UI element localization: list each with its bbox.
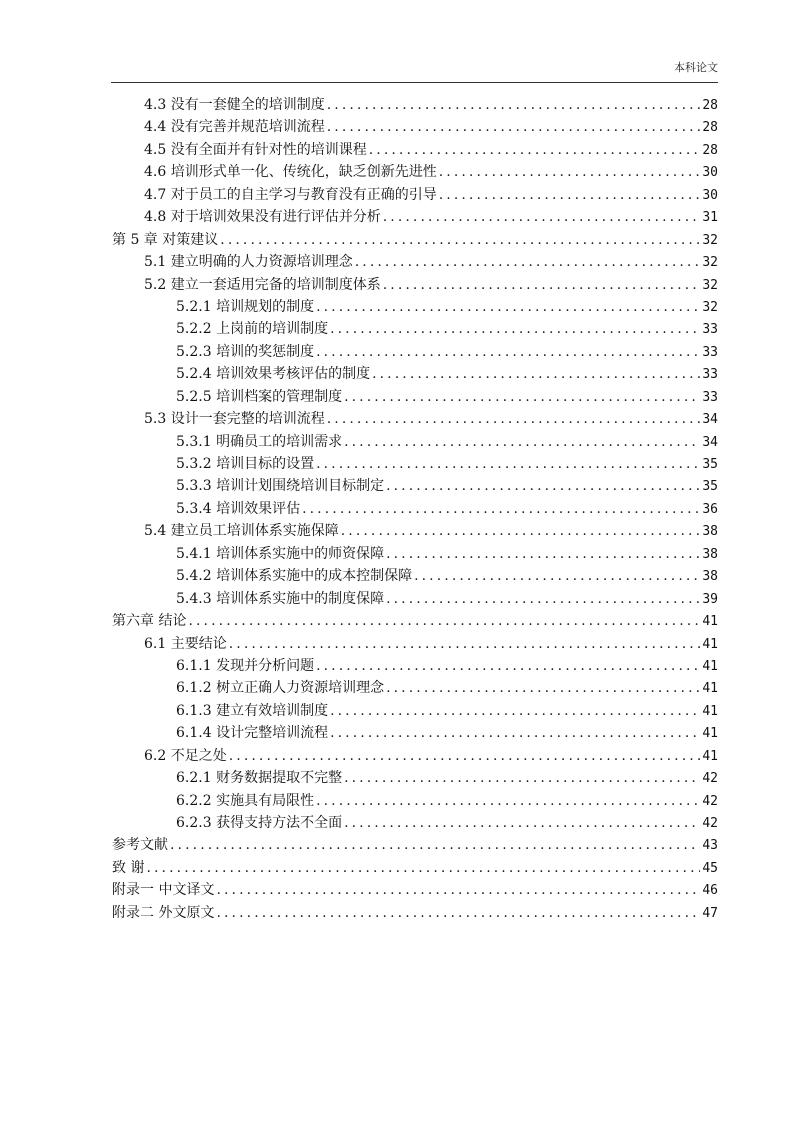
toc-entry-title: 5.4 建立员工培训体系实施保障 — [144, 523, 339, 540]
toc-entry-title: 5.2.1 培训规划的制度 — [176, 298, 315, 315]
toc-entry-title: 5.4.1 培训体系实施中的师资保障 — [176, 545, 385, 562]
toc-entry-title: 附录一 中文译文 — [112, 882, 215, 899]
toc-entry[interactable] — [112, 722, 718, 744]
toc-dot-leader — [386, 677, 700, 699]
toc-entry-page-number: 30 — [702, 165, 718, 181]
toc-entry[interactable] — [112, 543, 718, 565]
toc-entry-title: 6.1.1 发现并分析问题 — [176, 657, 315, 674]
toc-entry[interactable] — [112, 767, 718, 789]
toc-entry-page-number: 35 — [702, 479, 718, 495]
toc-dot-leader — [344, 386, 700, 408]
toc-dot-leader — [327, 116, 701, 138]
toc-entry-page-number: 34 — [702, 434, 718, 450]
toc-dot-leader — [220, 229, 700, 251]
toc-entry-page-number: 30 — [702, 187, 718, 203]
toc-entry-page-number: 41 — [702, 614, 718, 630]
toc-entry[interactable] — [112, 475, 718, 497]
toc-entry-title: 致 谢 — [112, 859, 145, 876]
toc-entry[interactable] — [112, 229, 718, 251]
toc-entry[interactable] — [112, 633, 718, 655]
toc-entry[interactable] — [112, 520, 718, 542]
toc-entry-page-number: 34 — [702, 412, 718, 428]
toc-dot-leader — [386, 543, 700, 565]
toc-dot-leader — [386, 475, 700, 497]
toc-entry[interactable] — [112, 857, 718, 879]
table-of-contents — [112, 94, 718, 924]
toc-entry-page-number: 28 — [702, 98, 718, 113]
toc-entry[interactable] — [112, 431, 718, 453]
toc-entry-title: 第 5 章 对策建议 — [112, 231, 219, 248]
toc-entry-title: 6.2.3 获得支持方法不全面 — [176, 815, 343, 831]
toc-dot-leader — [414, 565, 700, 587]
toc-entry[interactable] — [112, 453, 718, 475]
toc-entry-page-number: 47 — [702, 905, 718, 921]
toc-entry-title: 第六章 结论 — [112, 613, 187, 630]
toc-entry-page-number: 42 — [702, 793, 718, 809]
toc-entry[interactable] — [112, 363, 718, 385]
toc-entry-page-number: 38 — [702, 569, 718, 585]
toc-entry-page-number: 45 — [702, 860, 718, 876]
toc-entry-page-number: 42 — [702, 771, 718, 787]
toc-entry-page-number: 41 — [702, 681, 718, 697]
toc-dot-leader — [383, 206, 701, 228]
toc-dot-leader — [330, 318, 700, 340]
toc-dot-leader — [330, 722, 700, 744]
toc-dot-leader — [341, 520, 701, 542]
toc-entry-title: 5.3 设计一套完整的培训流程 — [144, 411, 325, 428]
toc-entry[interactable] — [112, 318, 718, 340]
toc-dot-leader — [316, 341, 700, 363]
toc-dot-leader — [369, 139, 701, 161]
toc-dot-leader — [146, 857, 700, 879]
toc-entry[interactable] — [112, 902, 718, 924]
toc-dot-leader — [386, 588, 700, 610]
toc-entry-title: 5.4.2 培训体系实施中的成本控制保障 — [176, 568, 413, 585]
toc-entry[interactable] — [112, 206, 718, 228]
toc-dot-leader — [327, 408, 701, 430]
toc-entry[interactable] — [112, 116, 718, 138]
toc-entry-title: 6.2.2 实施具有局限性 — [176, 792, 315, 809]
toc-entry[interactable] — [112, 834, 718, 856]
toc-dot-leader — [439, 161, 701, 183]
toc-entry-title: 6.1.4 设计完整培训流程 — [176, 725, 329, 742]
toc-entry-page-number: 46 — [702, 883, 718, 899]
toc-dot-leader — [316, 655, 700, 677]
toc-dot-leader — [439, 184, 701, 206]
toc-entry-page-number: 38 — [702, 524, 718, 540]
toc-entry-title: 5.3.2 培训目标的设置 — [176, 456, 315, 472]
toc-dot-leader — [383, 274, 701, 296]
toc-entry[interactable] — [112, 879, 718, 901]
toc-dot-leader — [355, 251, 701, 273]
toc-entry[interactable] — [112, 139, 718, 161]
toc-entry-title: 6.1.3 建立有效培训制度 — [176, 702, 329, 719]
toc-dot-leader — [170, 834, 700, 856]
toc-dot-leader — [344, 812, 700, 834]
toc-entry[interactable] — [112, 341, 718, 363]
toc-entry-title: 5.3.4 培训效果评估 — [176, 500, 301, 517]
toc-entry[interactable] — [112, 94, 718, 116]
toc-entry-page-number: 41 — [702, 748, 718, 764]
toc-entry[interactable] — [112, 790, 718, 812]
toc-entry-title: 5.2.2 上岗前的培训制度 — [176, 321, 329, 338]
toc-dot-leader — [316, 453, 700, 475]
toc-entry[interactable] — [112, 677, 718, 699]
toc-entry-page-number: 38 — [702, 546, 718, 562]
toc-entry-page-number: 33 — [702, 367, 718, 383]
toc-entry-title: 5.2.3 培训的奖惩制度 — [176, 343, 315, 360]
page-header-title: 本科论文 — [674, 61, 718, 74]
toc-entry-title: 6.2.1 财务数据提取不完整 — [176, 770, 343, 787]
toc-entry-title: 5.2.5 培训档案的管理制度 — [176, 388, 343, 405]
toc-entry[interactable] — [112, 251, 718, 273]
toc-entry-title: 4.4 没有完善并规范培训流程 — [144, 119, 325, 136]
toc-dot-leader — [229, 745, 701, 767]
toc-entry[interactable] — [112, 184, 718, 206]
toc-entry-page-number: 35 — [702, 457, 718, 472]
toc-entry-page-number: 33 — [702, 389, 718, 405]
toc-entry-page-number: 36 — [702, 501, 718, 517]
toc-entry-page-number: 28 — [702, 120, 718, 136]
toc-entry-title: 4.7 对于员工的自主学习与教育没有正确的引导 — [144, 186, 437, 203]
toc-entry[interactable] — [112, 655, 718, 677]
toc-entry-title: 4.8 对于培训效果没有进行评估并分析 — [144, 209, 381, 226]
toc-dot-leader — [216, 902, 700, 924]
toc-entry-page-number: 41 — [702, 703, 718, 719]
toc-entry-page-number: 39 — [702, 591, 718, 607]
toc-entry-page-number: 32 — [702, 255, 718, 271]
toc-entry[interactable] — [112, 565, 718, 587]
toc-dot-leader — [188, 610, 700, 632]
toc-dot-leader — [316, 790, 700, 812]
toc-entry[interactable] — [112, 498, 718, 520]
toc-entry-page-number: 43 — [702, 838, 718, 854]
toc-dot-leader — [216, 879, 700, 901]
toc-entry-title: 4.5 没有全面并有针对性的培训课程 — [144, 141, 367, 158]
toc-entry[interactable] — [112, 274, 718, 296]
toc-dot-leader — [316, 296, 700, 318]
toc-entry-title: 6.1 主要结论 — [144, 635, 227, 652]
toc-dot-leader — [344, 767, 700, 789]
toc-dot-leader — [330, 700, 700, 722]
toc-entry-title: 5.3.1 明确员工的培训需求 — [176, 433, 343, 450]
toc-entry-title: 5.2.4 培训效果考核评估的制度 — [176, 366, 371, 383]
toc-entry[interactable] — [112, 588, 718, 610]
toc-entry-title: 5.4.3 培训体系实施中的制度保障 — [176, 590, 385, 607]
toc-entry-page-number: 41 — [702, 658, 718, 674]
toc-entry-title: 5.2 建立一套适用完备的培训制度体系 — [144, 276, 381, 293]
toc-entry-page-number: 28 — [702, 142, 718, 158]
header-divider — [111, 82, 718, 83]
toc-entry-title: 4.6 培训形式单一化、传统化，缺乏创新先进性 — [144, 164, 437, 181]
toc-entry-title: 4.3 没有一套健全的培训制度 — [144, 97, 325, 113]
toc-entry[interactable] — [112, 408, 718, 430]
toc-entry-title: 6.1.2 树立正确人力资源培训理念 — [176, 680, 385, 697]
toc-entry-page-number: 32 — [702, 277, 718, 293]
toc-entry-page-number: 32 — [702, 299, 718, 315]
toc-entry-page-number: 32 — [702, 232, 718, 248]
toc-entry-title: 5.3.3 培训计划围绕培训目标制定 — [176, 478, 385, 495]
toc-dot-leader — [344, 431, 700, 453]
toc-entry[interactable] — [112, 161, 718, 183]
toc-entry[interactable] — [112, 745, 718, 767]
toc-entry-page-number: 31 — [702, 210, 718, 226]
toc-entry-page-number: 33 — [702, 322, 718, 338]
toc-dot-leader — [229, 633, 701, 655]
toc-entry-page-number: 41 — [702, 726, 718, 742]
toc-entry-page-number: 42 — [702, 816, 718, 831]
toc-entry-page-number: 33 — [702, 344, 718, 360]
toc-dot-leader — [372, 363, 700, 385]
toc-entry[interactable] — [112, 812, 718, 834]
toc-entry-title: 6.2 不足之处 — [144, 747, 227, 764]
toc-entry[interactable] — [112, 610, 718, 632]
toc-entry[interactable] — [112, 700, 718, 722]
toc-entry-title: 附录二 外文原文 — [112, 904, 215, 921]
toc-entry-title: 参考文献 — [112, 837, 168, 854]
toc-entry-title: 5.1 建立明确的人力资源培训理念 — [144, 254, 353, 271]
toc-entry-page-number: 41 — [702, 636, 718, 652]
toc-entry[interactable] — [112, 386, 718, 408]
toc-entry[interactable] — [112, 296, 718, 318]
toc-dot-leader — [327, 94, 701, 116]
toc-dot-leader — [302, 498, 700, 520]
